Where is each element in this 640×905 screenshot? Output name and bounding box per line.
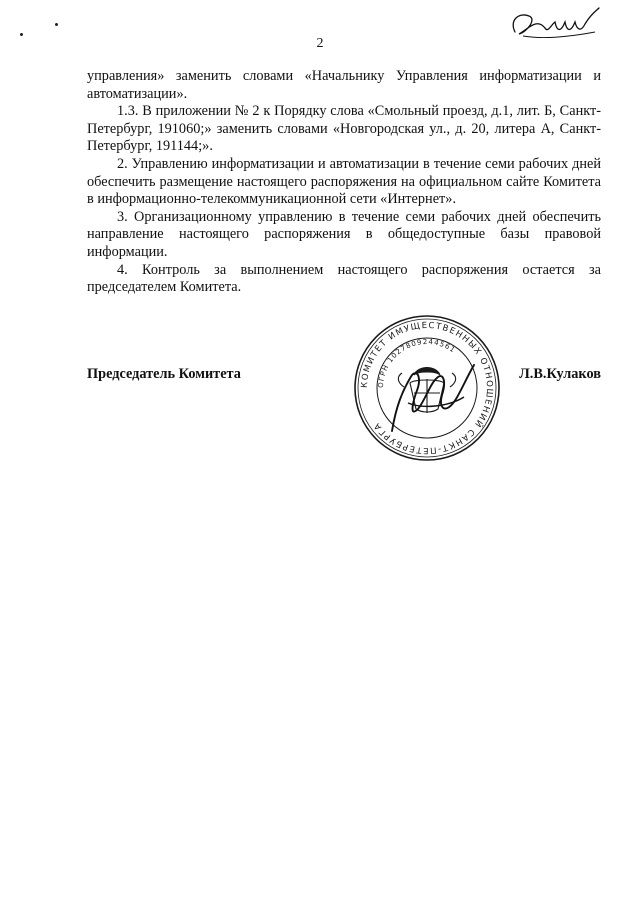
body-text xyxy=(87,68,601,297)
signatory-title: Председатель Комитета xyxy=(87,366,241,382)
paragraph-item-4: 4. Контроль за выполнением настоящего распоряжения остается за председателем Комитета. xyxy=(87,261,601,296)
signatory-name: Л.В.Кулаков xyxy=(519,366,601,382)
seal-inner-text: ОГРН 1027809244561 xyxy=(376,337,458,389)
scan-speck xyxy=(55,23,58,26)
paragraph-item-3: 3. Организационному управлению в течение семи рабочих дней обеспечить направление настоящего распоряжения в общедоступные базы правовой информации. xyxy=(87,208,601,260)
paragraph-continuation: управления» заменить словами «Начальнику Управления информатизации и автоматизации». xyxy=(87,68,601,102)
official-seal xyxy=(352,313,502,463)
paragraph-item-1-3: 1.3. В приложении № 2 к Порядку слова «Смольный проезд, д.1, лит. Б, Санкт-Петербург, 191060;» заменить словами «Новгородская ул., д. 20, литера А, Санкт-Петербург, 191144;». xyxy=(87,103,601,155)
paragraph-item-2: 2. Управлению информатизации и автоматизации в течение семи рабочих дней обеспечить размещение настоящего распоряжения на официальном сайте Комитета в информационно-телекоммуникационной сети «Интернет». xyxy=(87,155,601,208)
seal-outer-text: КОМИТЕТ ИМУЩЕСТВЕННЫХ ОТНОШЕНИЙ САНКТ-ПЕТЕРБУРГА xyxy=(359,320,495,456)
page-number: 2 xyxy=(316,36,324,51)
